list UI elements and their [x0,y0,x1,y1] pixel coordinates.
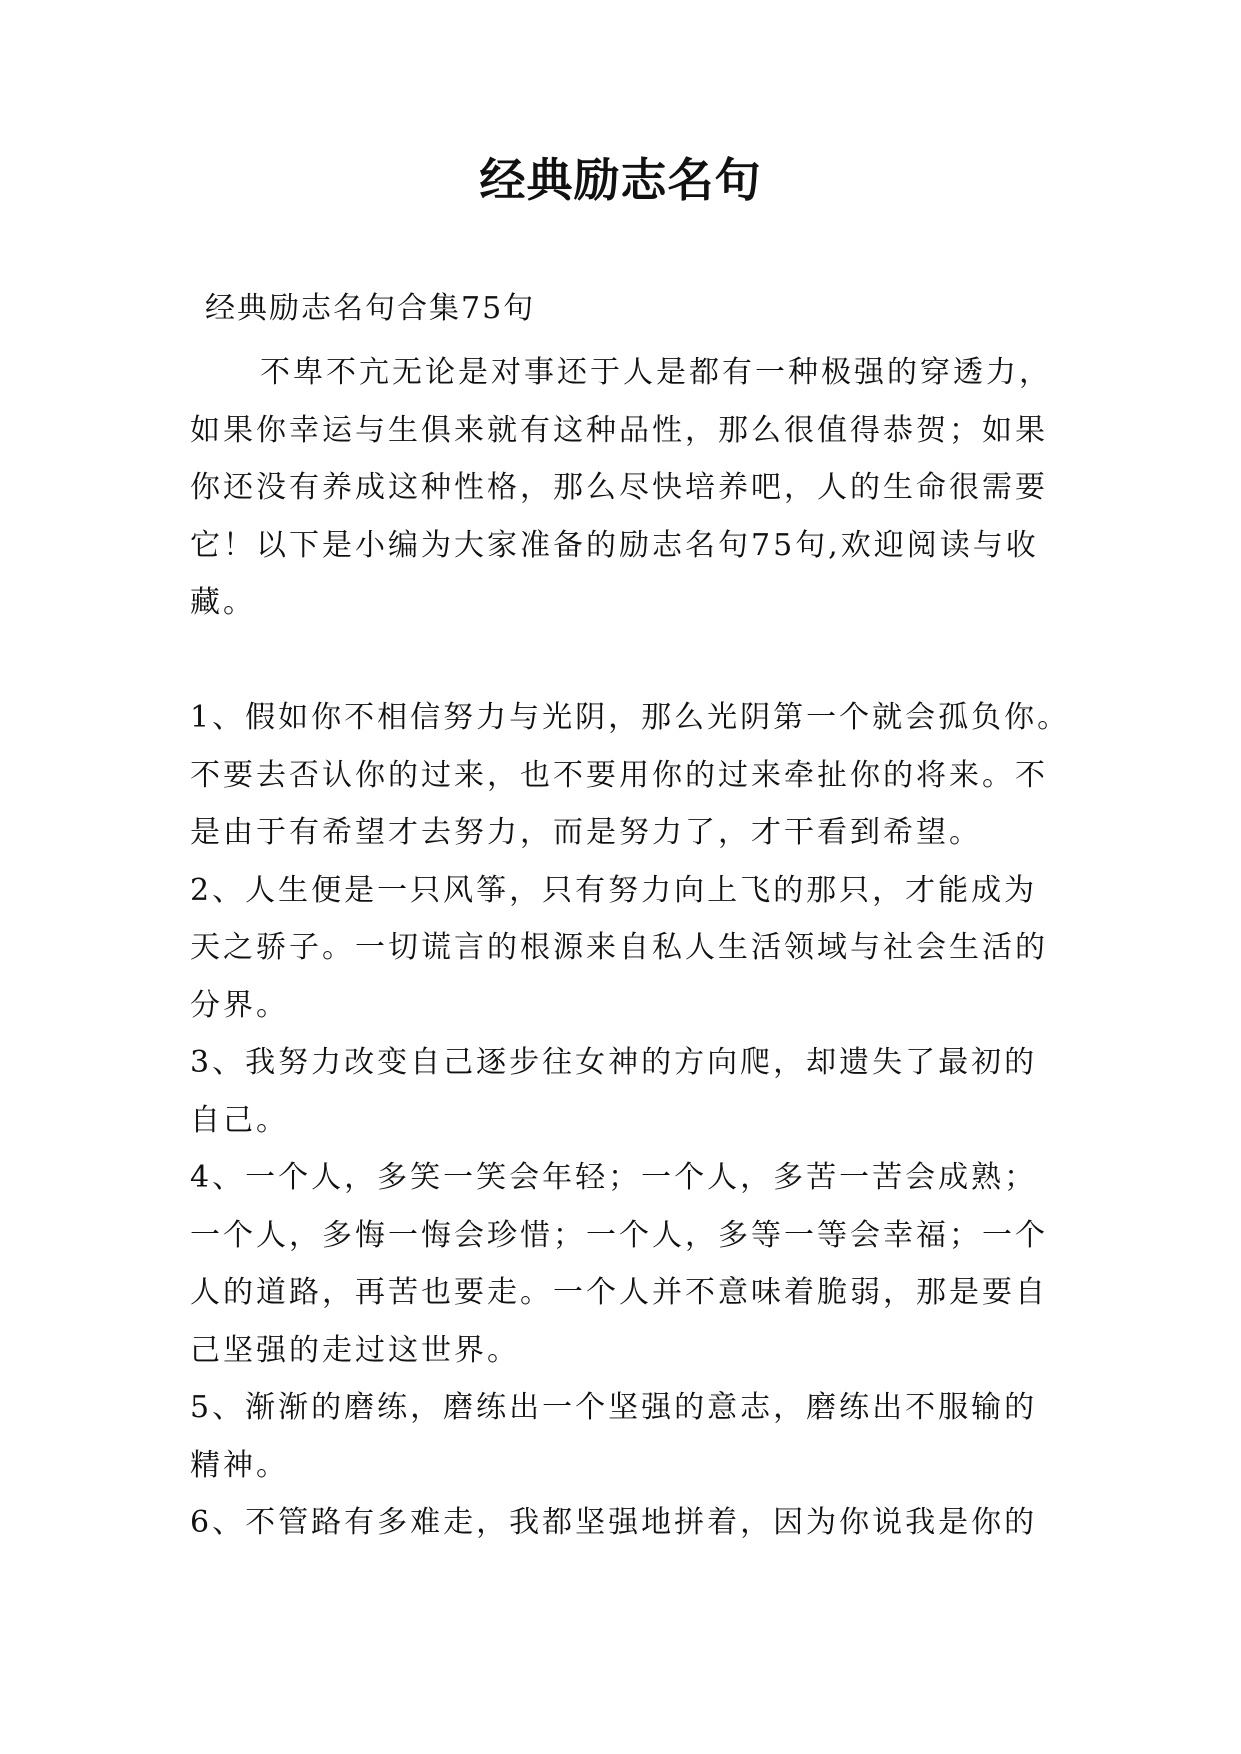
document-body [190,344,1070,1552]
text-line: 如果你幸运与生俱来就有这种品性，那么很值得恭贺；如果 [190,412,1048,448]
text-line: 6、不管路有多难走，我都坚强地拼着，因为你说我是你的 [190,1505,1038,1540]
text-line: 5、渐渐的磨练，磨练出一个坚强的意志，磨练出不服输的 [190,1390,1038,1425]
paragraph-gap [190,632,1070,690]
text-line: 藏。 [190,585,256,620]
text-line: 自己。 [190,1102,289,1138]
text-line: 天之骄子。一切谎言的根源来自私人生活领域与社会生活的 [190,930,1048,965]
document-title: 经典励志名句 [479,153,762,207]
text-line: 不卑不亢无论是对事还于人是都有一种极强的穿透力， [260,355,1052,390]
text-line: 4、一个人，多笑一笑会年轻；一个人，多苦一苦会成熟； [190,1160,1038,1195]
text-line: 一个人，多悔一悔会珍惜；一个人，多等一等会幸福；一个 [190,1217,1048,1253]
document-subtitle: 经典励志名句合集75句 [205,291,536,326]
text-line: 精神。 [190,1447,289,1483]
text-line: 它！以下是小编为大家准备的励志名句75句,欢迎阅读与收 [190,527,1039,563]
text-line: 人的道路，再苦也要走。一个人并不意味着脆弱，那是要自 [190,1275,1048,1310]
text-line: 1、假如你不相信努力与光阴，那么光阴第一个就会孤负你。 [190,700,1071,735]
text-line: 你还没有养成这种性格，那么尽快培养吧，人的生命很需要 [190,470,1048,505]
text-line: 分界。 [190,987,289,1023]
text-line: 2、人生便是一只风筝，只有努力向上飞的那只，才能成为 [190,872,1038,908]
text-line: 己坚强的走过这世界。 [190,1332,520,1368]
text-line: 3、我努力改变自己逐步往女神的方向爬，却遗失了最初的 [190,1045,1038,1080]
text-line: 是由于有希望才去努力，而是努力了，才干看到希望。 [190,815,982,850]
text-line: 不要去否认你的过来，也不要用你的过来牵扯你的将来。不 [190,757,1048,793]
